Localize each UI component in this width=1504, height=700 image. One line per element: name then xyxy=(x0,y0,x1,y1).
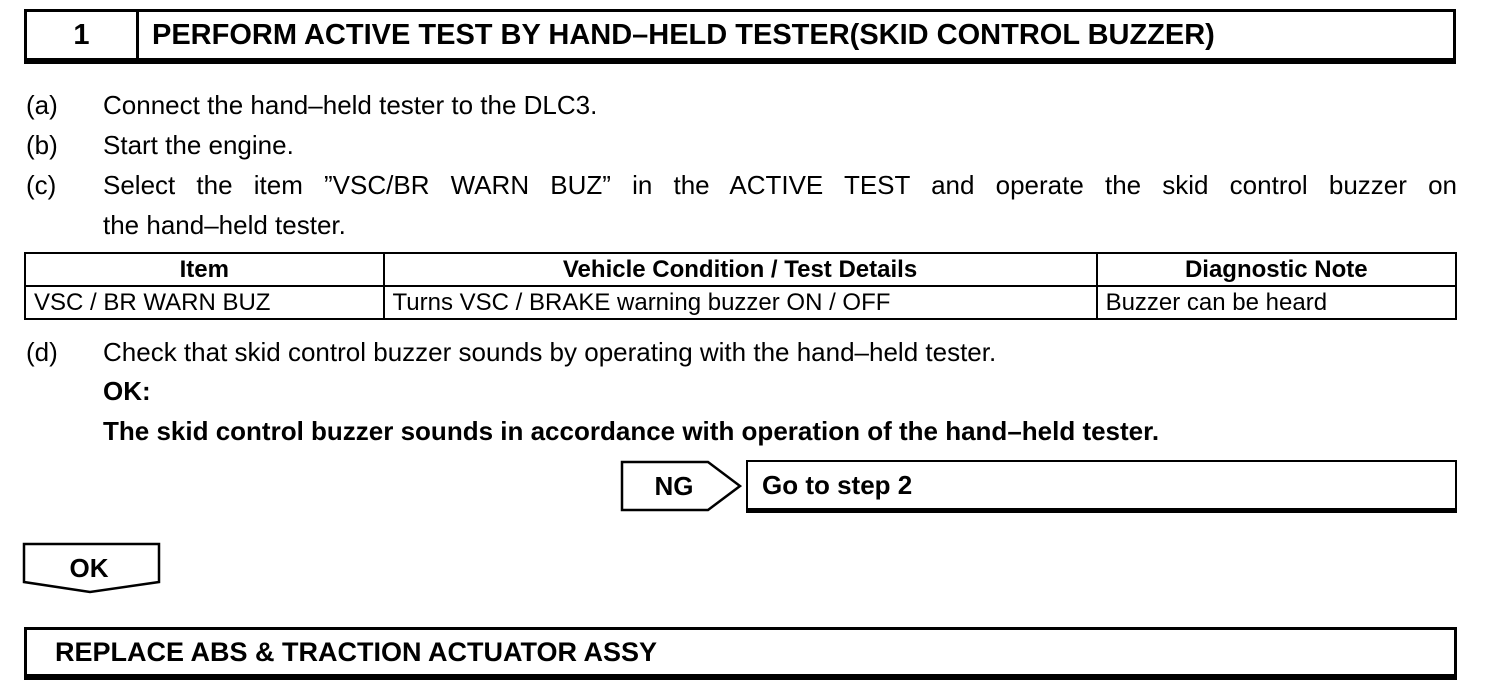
ok-arrow-shape xyxy=(22,542,162,596)
table-cell-item: VSC / BR WARN BUZ xyxy=(25,286,384,319)
table-row xyxy=(25,286,1456,319)
instruction-text-a: Connect the hand–held tester to the DLC3. xyxy=(103,90,598,120)
ng-label: NG xyxy=(654,471,694,501)
active-test-table xyxy=(24,252,1457,320)
table-cell-note: Buzzer can be heard xyxy=(1097,286,1456,319)
step-number: 1 xyxy=(27,12,139,58)
instruction-text-c: Select the item ”VSC/BR WARN BUZ” in the ACTIVE TEST and operate the skid control buzzer on xyxy=(103,170,1457,200)
step-header xyxy=(24,9,1456,61)
instruction-text-d: Check that skid control buzzer sounds by operating with the hand–held tester. xyxy=(103,337,997,367)
result-action-box xyxy=(24,627,1457,677)
ok-criteria-text: The skid control buzzer sounds in accordance with operation of the hand–held tester. xyxy=(103,416,1160,446)
table-header-row xyxy=(25,253,1456,286)
table-cell-condition: Turns VSC / BRAKE warning buzzer ON / OFF xyxy=(384,286,1097,319)
step-title: PERFORM ACTIVE TEST BY HAND–HELD TESTER(SKID CONTROL BUZZER) xyxy=(152,18,1215,51)
ng-arrow xyxy=(620,460,742,517)
ng-arrow-shape xyxy=(620,460,742,512)
goto-step-link[interactable] xyxy=(746,460,1457,510)
instruction-label-b: (b) xyxy=(26,130,58,160)
instruction-label-a: (a) xyxy=(26,90,58,120)
ok-label: OK xyxy=(69,553,109,583)
table-header-condition: Vehicle Condition / Test Details xyxy=(384,253,1097,286)
table-header-note: Diagnostic Note xyxy=(1097,253,1456,286)
goto-step-label: Go to step 2 xyxy=(762,469,913,500)
instruction-label-c: (c) xyxy=(26,170,57,200)
ok-criteria-label: OK: xyxy=(103,376,151,406)
instruction-text-b: Start the engine. xyxy=(103,130,294,160)
result-action-text: REPLACE ABS & TRACTION ACTUATOR ASSY xyxy=(55,636,658,667)
table-header-item: Item xyxy=(25,253,384,286)
ok-arrow xyxy=(22,542,162,601)
instruction-text-c-cont: the hand–held tester. xyxy=(103,210,346,240)
instruction-label-d: (d) xyxy=(26,337,58,367)
